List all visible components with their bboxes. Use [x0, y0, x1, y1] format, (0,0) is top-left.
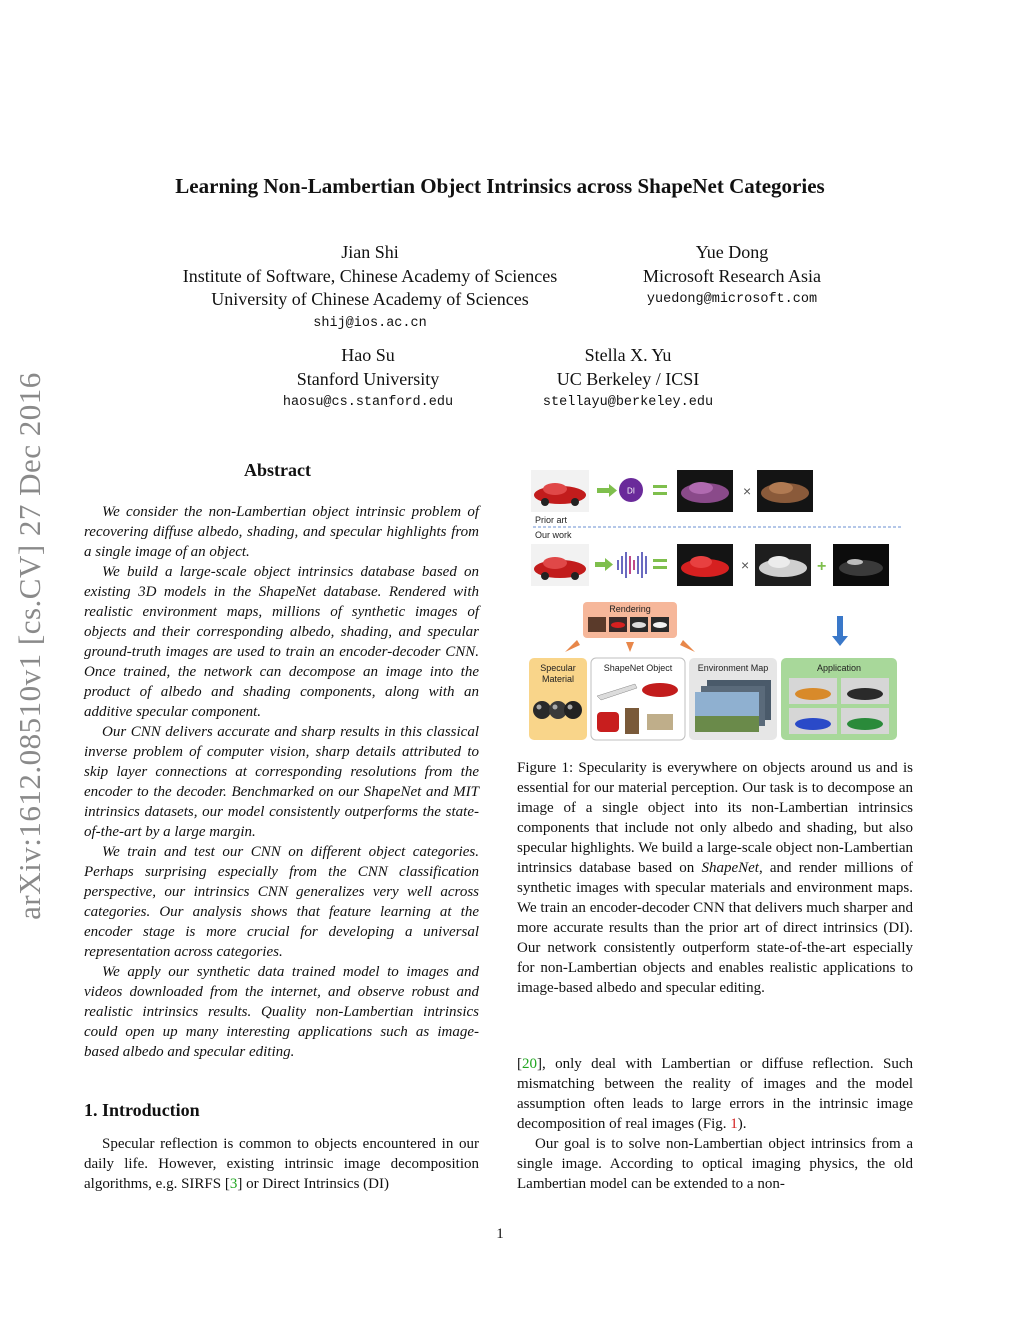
- author-block-jian-shi: [150, 241, 590, 335]
- page-number: 1: [496, 1226, 504, 1242]
- abstract-paragraph: We consider the non-Lambertian object intrinsic problem of recovering diffuse albedo, shading, and specular highlights from a single image of an object.: [84, 504, 479, 560]
- equals-icon: [653, 559, 667, 569]
- author-affiliation: UC Berkeley / ICSI: [556, 368, 700, 389]
- abstract-heading: Abstract: [244, 460, 311, 480]
- specular-material-box: [529, 658, 587, 740]
- input-car-image-middle: [531, 544, 589, 586]
- specular-label: Specular: [540, 663, 576, 673]
- abstract-body: [84, 502, 479, 1062]
- arrow-right-icon: [595, 558, 613, 571]
- citation-link[interactable]: 3: [229, 1176, 238, 1192]
- our-shading-image: [755, 544, 811, 586]
- rendering-label: Rendering: [609, 604, 651, 614]
- our-specular-image: [833, 544, 889, 586]
- shapenet-label: ShapeNet Object: [603, 663, 673, 673]
- equals-icon: [653, 485, 667, 495]
- encoder-decoder-network-icon: [617, 552, 647, 578]
- prior-art-label: Prior art: [535, 515, 568, 525]
- arrow-up-left-icon: [565, 640, 580, 652]
- author-affiliation: Institute of Software, Chinese Academy of Sciences: [182, 265, 558, 286]
- right-column-body: [517, 1054, 913, 1194]
- abstract-paragraph: We build a large-scale object intrinsics database based on existing 3D models in the ShapeNet database. Rendered with realistic environment maps, millions of synthetic images of objects and their corresponding albedo, shading, and specular ground-truth images are used to train an encoder-decoder CNN. Once trained, the network can decompose an image into the product of albedo and shading components, along with an additive specular component.: [84, 564, 479, 720]
- intro-continuation: [20], only deal with Lambertian or diffuse reflection. Such mismatching between the reality of images and the model assumption often leads to large errors in the intrinsic image decomposition of real images (Fig. 1).: [517, 1056, 913, 1132]
- author-affiliation: University of Chinese Academy of Sciences: [211, 289, 529, 309]
- author-name: Jian Shi: [341, 242, 399, 262]
- plus-icon: +: [817, 558, 827, 575]
- application-box: [781, 658, 897, 740]
- author-name: Hao Su: [341, 345, 395, 365]
- paper-title: Learning Non-Lambertian Object Intrinsics across ShapeNet Categories: [175, 174, 825, 198]
- application-label: Application: [816, 663, 862, 673]
- author-name: Yue Dong: [695, 242, 769, 262]
- intro-paragraph: Specular reflection is common to objects encountered in our daily life. However, existing intrinsic image decomposition algorithms, e.g. SIRFS [3] or Direct Intrinsics (DI): [84, 1136, 479, 1192]
- di-label: DI: [627, 486, 635, 496]
- material-label: Material: [541, 674, 575, 684]
- arrow-up-icon: [626, 642, 634, 652]
- introduction-body: [84, 1134, 479, 1194]
- di-shading-image: [757, 470, 813, 512]
- di-method-icon: [619, 478, 643, 502]
- figure-1-caption: Figure 1: Specularity is everywhere on objects around us and is essential for our material perception. Our task is to decompose an image of a single object into its non-Lambertian intrinsics components that include not only albedo and shading, but also specular highlights. We build a large-scale object non-Lambertian intrinsics database based on ShapeNet, and render millions of synthetic images with specular materials and environment maps. We train an encoder-decoder CNN that delivers much sharper and more accurate results than the prior art of direct intrinsics (DI). Our network consistently outperform state-of-the-art especially for non-Lambertian objects and enables realistic applications to image-based albedo and specular editing.: [517, 760, 913, 996]
- author-email[interactable]: haosu@cs.stanford.edu: [282, 395, 454, 410]
- author-email[interactable]: stellayu@berkeley.edu: [542, 395, 714, 410]
- arrow-right-icon: [597, 484, 617, 497]
- abstract-paragraph: Our CNN delivers accurate and sharp results in this classical inverse problem of computer vision, sharp details attributed to skip layer connections at corresponding resolutions from the encoder to the decoder. Benchmarked on our ShapeNet and MIT intrinsics datasets, our model consistently outperforms the state-of-the-art by a large margin.: [84, 724, 479, 840]
- introduction-heading: 1. Introduction: [84, 1100, 200, 1120]
- environment-map-box: [689, 658, 777, 740]
- figure-link[interactable]: 1: [730, 1116, 738, 1132]
- arrow-up-right-icon: [680, 640, 695, 652]
- author-block-stella-yu: [508, 344, 748, 415]
- figure-1: [525, 462, 905, 747]
- our-work-label: Our work: [535, 530, 572, 540]
- author-affiliation: Microsoft Research Asia: [643, 265, 821, 286]
- author-affiliation: Stanford University: [296, 368, 440, 389]
- author-block-yue-dong: [612, 241, 852, 312]
- intro-paragraph: Our goal is to solve non-Lambertian object intrinsics from a single image. According to optical imaging physics, the old Lambertian model can be extended to a non-: [517, 1136, 913, 1192]
- author-email[interactable]: yuedong@microsoft.com: [646, 292, 818, 307]
- di-albedo-image: [677, 470, 733, 512]
- abstract-paragraph: We train and test our CNN on different object categories. Perhaps surprising especially from the CNN classification perspective, our intrinsics CNN generalizes very well across categories. Our analysis shows that feature learning at the encoder stage is more crucial for developing a universal representation across categories.: [84, 844, 479, 960]
- our-albedo-image: [677, 544, 733, 586]
- shapenet-object-box: [591, 658, 685, 740]
- multiply-icon: ×: [743, 483, 752, 499]
- input-car-image-top: [531, 470, 589, 512]
- author-block-hao-su: [248, 344, 488, 415]
- arrow-down-icon: [832, 616, 848, 646]
- multiply-icon: ×: [741, 557, 750, 573]
- arxiv-identifier: arXiv:1612.08510v1 [cs.CV] 27 Dec 2016: [12, 372, 47, 920]
- citation-link[interactable]: 20: [522, 1056, 537, 1072]
- abstract-paragraph: We apply our synthetic data trained model to images and videos downloaded from the internet, and observe robust and realistic intrinsics results. Quality non-Lambertian intrinsics could open up many interesting applications such as image-based albedo and specular editing.: [84, 964, 479, 1060]
- envmap-label: Environment Map: [697, 663, 769, 673]
- author-name: Stella X. Yu: [584, 345, 672, 365]
- rendering-box: [583, 602, 677, 638]
- author-email[interactable]: shij@ios.ac.cn: [313, 315, 427, 331]
